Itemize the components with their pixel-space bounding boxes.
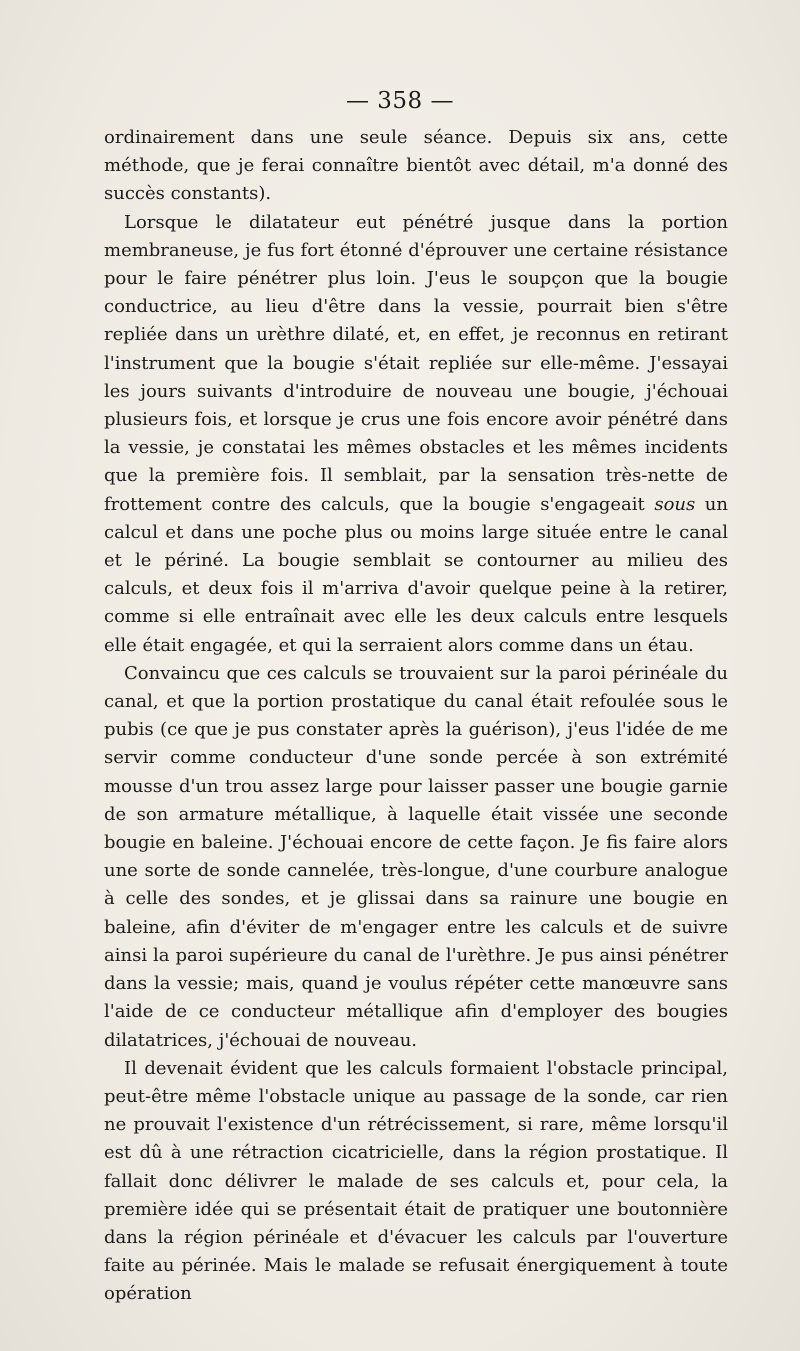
paragraph-4: [104, 1055, 728, 1309]
text-segment: ordinairement dans une seule séance. Depuis six ans, cette méthode, que je ferai connaître bientôt avec détail, m'a donné des succès constants).: [104, 127, 728, 205]
paragraph-3: [104, 660, 728, 1055]
paragraph-2: [104, 209, 728, 660]
text-segment: un calcul et dans une poche plus ou moins large située entre le canal et le périné. La bougie semblait se contourner au milieu des calculs, et deux fois il m'arriva d'avoir quelque peine à la retirer, comme si elle entraînait avec elle les deux calculs entre lesquels elle était engagée, et qui la serraient alors comme dans un étau.: [104, 493, 728, 656]
body-text: [104, 124, 728, 1309]
text-segment: Il devenait évident que les calculs formaient l'obstacle principal, peut-être même l'obstacle unique au passage de la sonde, car rien ne prouvait l'existence d'un rétrécissement, si rare, même lorsqu'il est dû à une rétraction cicatricielle, dans la région prostatique. Il fallait donc délivrer le malade de ses calculs et, pour cela, la première idée qui se présentait était de pratiquer une boutonnière dans la région périnéale et d'évacuer les calculs par l'ouverture faite au périnée. Mais le malade se refusait énergiquement à toute opération: [104, 1057, 728, 1305]
text-segment: Lorsque le dilatateur eut pénétré jusque dans la portion membraneuse, je fus fort étonné d'éprouver une certaine résistance pour le faire pénétrer plus loin. J'eus le soupçon que la bougie conductrice, au lieu d'être dans la vessie, pourrait bien s'être repliée dans un urèthre dilaté, et, en effet, je reconnus en retirant l'instrument que la bougie s'était repliée sur elle-même. J'essayai les jours suivants d'introduire de nouveau une bougie, j'échouai plusieurs fois, et lorsque je crus une fois encore avoir pénétré dans la vessie, je constatai les mêmes obstacles et les mêmes incidents que la première fois. Il semblait, par la sensation très-nette de frottement contre des calculs, que la bougie s'engageait: [104, 211, 728, 515]
text-segment: Convaincu que ces calculs se trouvaient sur la paroi périnéale du canal, et que la portion prostatique du canal était refoulée sous le pubis (ce que je pus constater après la guérison), j'eus l'idée de me servir comme conducteur d'une sonde percée à son extrémité mousse d'un trou assez large pour laisser passer une bougie garnie de son armature métallique, à laquelle était vissée une seconde bougie en baleine. J'échouai encore de cette façon. Je fis faire alors une sorte de sonde cannelée, très-longue, d'une courbure analogue à celle des sondes, et je glissai dans sa rainure une bougie en baleine, afin d'éviter de m'engager entre les calculs et de suivre ainsi la paroi supérieure du canal de l'urèthre. Je pus ainsi pénétrer dans la vessie; mais, quand je voulus répéter cette manœuvre sans l'aide de ce conducteur métallique afin d'employer des bougies dilatatrices, j'échouai de nouveau.: [104, 662, 728, 1051]
paragraph-1: [104, 124, 728, 209]
italic-text: sous: [654, 493, 696, 515]
page-number: — 358 —: [345, 88, 455, 114]
